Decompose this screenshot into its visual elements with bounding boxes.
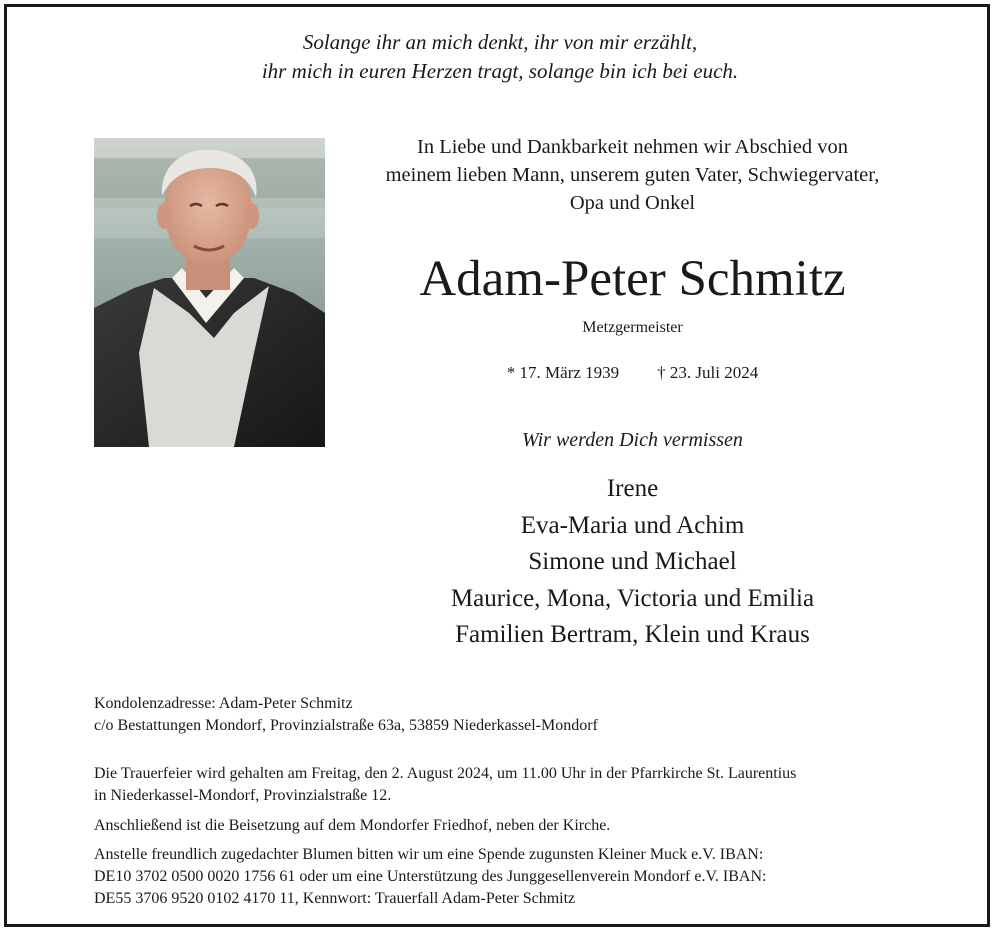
motto-line: Solange ihr an mich denkt, ihr von mir erzählt, — [302, 30, 698, 54]
donation-line: DE55 3706 9520 0102 4170 11, Kennwort: Trauerfall Adam-Peter Schmitz — [94, 890, 576, 907]
deceased-name: Adam-Peter Schmitz — [419, 251, 846, 307]
birth-date: * 17. März 1939 — [506, 363, 620, 382]
mourner: Maurice, Mona, Victoria und Emilia — [450, 584, 815, 612]
burial-info: Anschließend ist die Beisetzung auf dem Mondorfer Friedhof, neben der Kirche. — [94, 817, 611, 834]
death-date: † 23. Juli 2024 — [657, 363, 759, 382]
portrait-photo — [94, 138, 325, 447]
funeral-line: in Niederkassel-Mondorf, Provinzialstraße 12. — [94, 787, 392, 804]
life-dates — [340, 361, 925, 385]
donation-info — [94, 844, 914, 910]
mourner: Eva-Maria und Achim — [520, 511, 745, 539]
mourners-list — [340, 471, 925, 654]
miss-line: Wir werden Dich vermissen — [522, 429, 743, 451]
intro-text — [340, 133, 925, 217]
donation-line: DE10 3702 0500 0020 1756 61 oder um eine Unterstützung des Junggesellenverein Mondorf e.V. IBAN: — [94, 868, 767, 885]
profession: Metzgermeister — [582, 319, 683, 336]
funeral-info — [94, 763, 914, 807]
intro-line: Opa und Onkel — [569, 192, 696, 214]
mourner: Simone und Michael — [528, 548, 737, 575]
intro-line: meinem lieben Mann, unserem guten Vater, Schwiegervater, — [385, 164, 880, 186]
funeral-line: Die Trauerfeier wird gehalten am Freitag, den 2. August 2024, um 11.00 Uhr in der Pfarrkirche St. Laurentius — [94, 765, 797, 782]
mourner: Familien Bertram, Klein und Kraus — [455, 621, 810, 648]
mourner: Irene — [606, 475, 659, 502]
condolence-line: Kondolenzadresse: Adam-Peter Schmitz — [94, 695, 353, 712]
donation-line: Anstelle freundlich zugedachter Blumen bitten wir um eine Spende zugunsten Kleiner Muck e.V. IBAN: — [94, 846, 764, 863]
condolence-address — [94, 693, 914, 737]
intro-line: In Liebe und Dankbarkeit nehmen wir Abschied von — [417, 136, 848, 158]
condolence-line: c/o Bestattungen Mondorf, Provinzialstraße 63a, 53859 Niederkassel-Mondorf — [94, 717, 598, 734]
motto-line: ihr mich in euren Herzen tragt, solange bin ich bei euch. — [261, 59, 739, 83]
motto-verse — [0, 28, 1000, 86]
